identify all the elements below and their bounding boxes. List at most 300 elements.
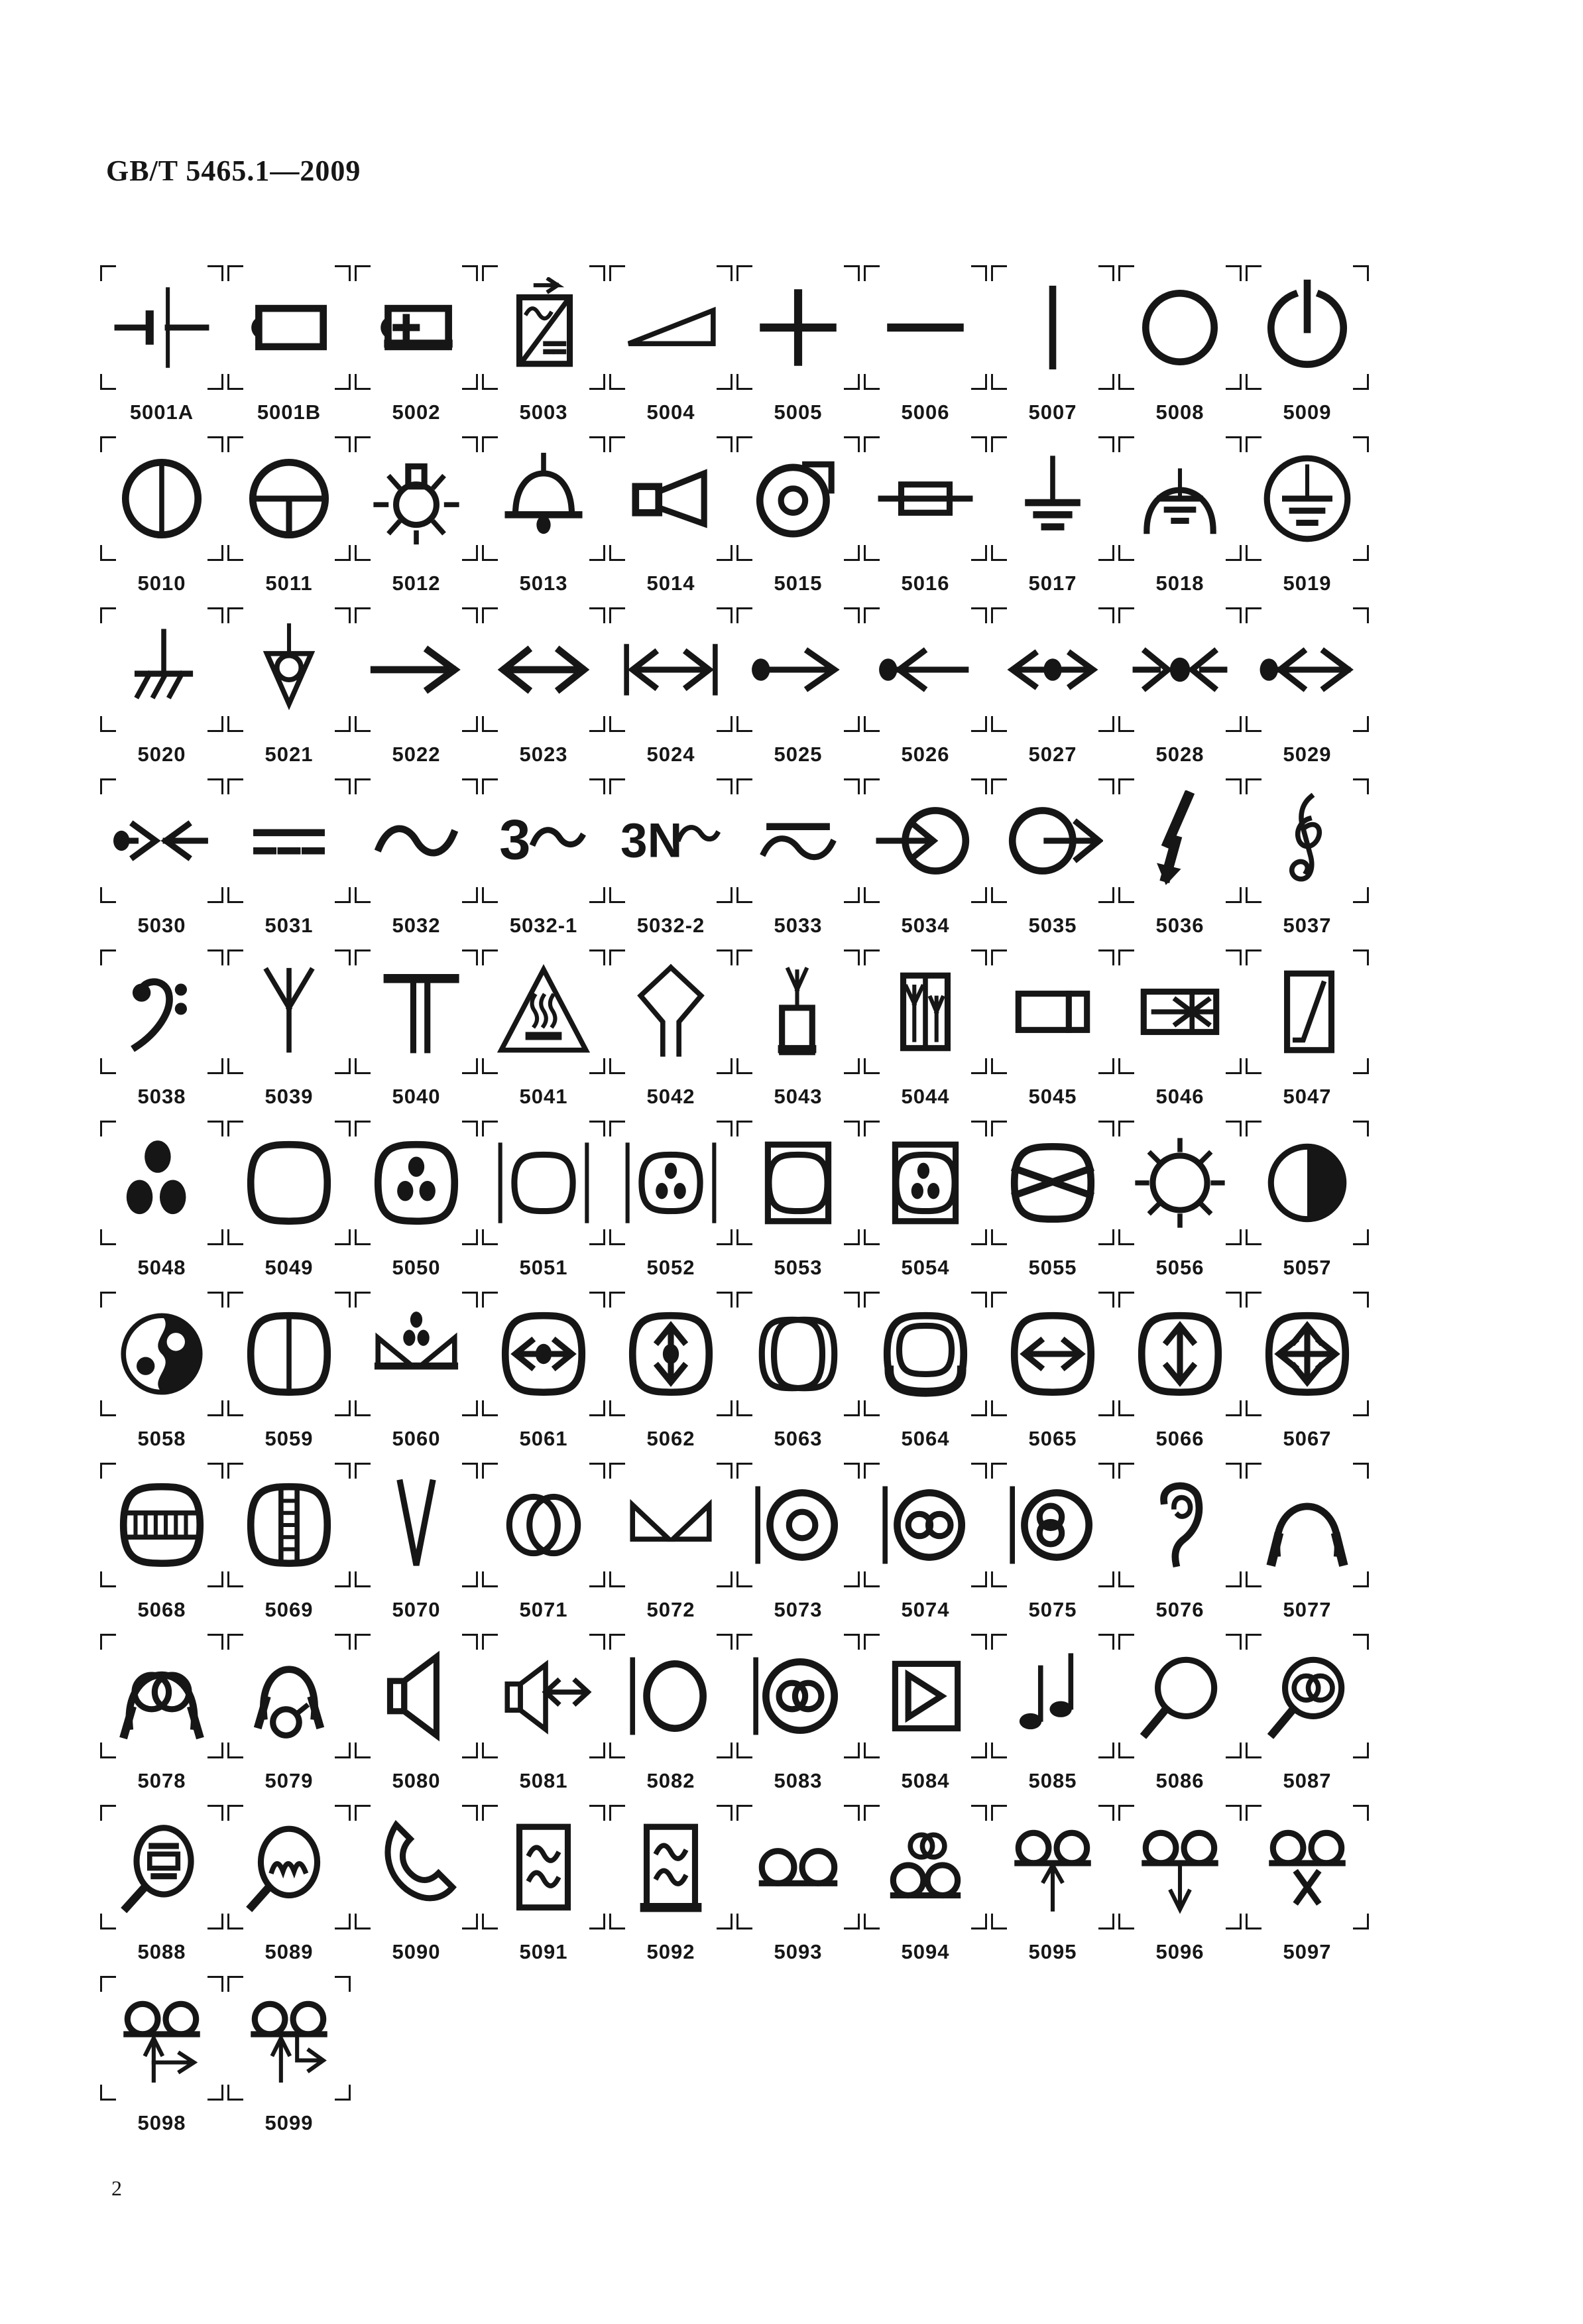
symbol-number: 5057 — [1283, 1256, 1332, 1279]
loudspeaker-arrow-icon — [482, 1634, 605, 1758]
symbol-cell-5017 — [989, 436, 1116, 599]
symbol-number: 5052 — [646, 1256, 695, 1279]
headphones-icon — [1246, 1463, 1369, 1587]
symbol-cell-5099 — [225, 1976, 353, 2139]
symbol-number: 5068 — [137, 1598, 186, 1621]
symbol-number: 5062 — [646, 1427, 695, 1450]
screen-v-arrow-icon — [1118, 1292, 1242, 1416]
symbol-number: 5032-1 — [509, 914, 578, 937]
tape-cassette-icon — [864, 1805, 987, 1929]
symbol-cell-5001B — [225, 265, 353, 428]
symbol-number: 5025 — [774, 743, 823, 766]
symbol-cell-5032-2 — [607, 778, 734, 942]
symbol-cell-5005 — [734, 265, 862, 428]
symbol-number: 5013 — [519, 572, 568, 595]
symbol-cell-5046 — [1116, 949, 1244, 1113]
symbol-cell-5014 — [607, 436, 734, 599]
symbol-cell-5012 — [353, 436, 480, 599]
symbol-number: 5038 — [137, 1085, 186, 1108]
headset-stereo-icon — [100, 1634, 223, 1758]
line-on-icon — [991, 265, 1114, 390]
symbol-number: 5078 — [137, 1769, 186, 1792]
microphone-icon — [609, 1634, 733, 1758]
color-saturation-icon — [100, 1292, 223, 1416]
svg-text:3: 3 — [499, 808, 531, 872]
symbol-cell-5021 — [225, 607, 353, 770]
symbol-cell-5007 — [989, 265, 1116, 428]
symbol-number: 5083 — [774, 1769, 823, 1792]
symbol-cell-5068 — [98, 1463, 225, 1626]
circle-off-icon — [1118, 265, 1242, 390]
symbol-number: 5036 — [1155, 914, 1204, 937]
symbol-cell-5043 — [734, 949, 862, 1113]
symbol-number: 5005 — [774, 400, 823, 424]
symbol-cell-5020 — [98, 607, 225, 770]
tuning-indicator-icon — [1118, 949, 1242, 1074]
contrast-icon — [1246, 1121, 1369, 1245]
antenna-icon — [227, 949, 351, 1074]
symbol-number: 5090 — [392, 1940, 441, 1963]
symbol-number: 5056 — [1155, 1256, 1204, 1279]
triangles-meet-icon — [609, 1463, 733, 1587]
symbol-cell-5004 — [607, 265, 734, 428]
screen-vline-icon — [227, 1292, 351, 1416]
symbol-number: 5053 — [774, 1256, 823, 1279]
symbol-number: 5051 — [519, 1256, 568, 1279]
screen-4way-icon — [1246, 1292, 1369, 1416]
symbol-cell-5025 — [734, 607, 862, 770]
dot-arrow-away-icon — [736, 607, 860, 732]
symbol-cell-5063 — [734, 1292, 862, 1455]
symbol-cell-5015 — [734, 436, 862, 599]
symbol-number: 5030 — [137, 914, 186, 937]
symbol-cell-5027 — [989, 607, 1116, 770]
symbol-cell-5071 — [480, 1463, 607, 1626]
symbol-cell-5032 — [353, 778, 480, 942]
symbol-number: 5009 — [1283, 400, 1332, 424]
symbol-number: 5015 — [774, 572, 823, 595]
symbol-number: 5021 — [264, 743, 314, 766]
dipole-icon — [609, 949, 733, 1074]
symbol-number: 5024 — [646, 743, 695, 766]
symbol-number: 5088 — [137, 1940, 186, 1963]
symbol-number: 5042 — [646, 1085, 695, 1108]
symbol-number: 5084 — [901, 1769, 950, 1792]
band-selector-icon — [991, 949, 1114, 1074]
symbol-cell-5087 — [1244, 1634, 1371, 1797]
symbol-number: 5077 — [1283, 1598, 1332, 1621]
symbol-number: 5061 — [519, 1427, 568, 1450]
symbol-number: 5093 — [774, 1940, 823, 1963]
arrows-into-dot-icon — [1118, 607, 1242, 732]
symbol-cell-5031 — [225, 778, 353, 942]
input-icon — [864, 778, 987, 903]
symbol-number: 5094 — [901, 1940, 950, 1963]
ac-dc-icon — [736, 778, 860, 903]
symbol-cell-5058 — [98, 1292, 225, 1455]
symbol-number: 5086 — [1155, 1769, 1204, 1792]
ac-3phase-neutral-icon — [609, 778, 733, 903]
bell-icon — [482, 436, 605, 561]
symbol-number: 5080 — [392, 1769, 441, 1792]
symbol-number: 5054 — [901, 1256, 950, 1279]
symbol-number: 5064 — [901, 1427, 950, 1450]
ac-dc-converter-icon — [482, 265, 605, 390]
symbol-number: 5032 — [392, 914, 441, 937]
symbol-number: 5014 — [646, 572, 695, 595]
screen-v-band-icon — [227, 1463, 351, 1587]
symbol-cell-5095 — [989, 1805, 1116, 1968]
symbol-number: 5074 — [901, 1598, 950, 1621]
arrow-both-limits-icon — [609, 607, 733, 732]
symbol-cell-5075 — [989, 1463, 1116, 1626]
symbol-cell-5018 — [1116, 436, 1244, 599]
symbol-number: 5011 — [265, 572, 313, 595]
symbol-number: 5046 — [1155, 1085, 1204, 1108]
symbol-cell-5010 — [98, 436, 225, 599]
symbol-number: 5096 — [1155, 1940, 1204, 1963]
symbol-cell-5062 — [607, 1292, 734, 1455]
earth-icon — [991, 436, 1114, 561]
symbol-number: 5065 — [1028, 1427, 1077, 1450]
symbol-number: 5048 — [137, 1256, 186, 1279]
screen-h-arrow-icon — [991, 1292, 1114, 1416]
protective-earth-icon — [1246, 436, 1369, 561]
symbol-number: 5047 — [1283, 1085, 1332, 1108]
symbol-number: 5016 — [901, 572, 950, 595]
battery-case-icon — [227, 265, 351, 390]
symbol-cell-5028 — [1116, 607, 1244, 770]
symbol-cell-5073 — [734, 1463, 862, 1626]
mono-icon — [736, 1463, 860, 1587]
symbol-number: 5002 — [392, 400, 441, 424]
binaural-icon — [991, 1463, 1114, 1587]
symbol-cell-5098 — [98, 1976, 225, 2139]
arrow-right-icon — [355, 607, 478, 732]
symbol-cell-5054 — [862, 1121, 989, 1284]
treble-clef-icon — [1246, 778, 1369, 903]
dc-icon — [227, 778, 351, 903]
symbol-cell-5048 — [98, 1121, 225, 1284]
symbol-cell-5076 — [1116, 1463, 1244, 1626]
standby-icon — [1246, 265, 1369, 390]
symbol-cell-5084 — [862, 1634, 989, 1797]
symbol-number: 5099 — [264, 2111, 314, 2134]
symbol-cell-5032-1 — [480, 778, 607, 942]
symbol-number: 5023 — [519, 743, 568, 766]
symbol-number: 5001A — [129, 400, 194, 424]
output-icon — [991, 778, 1114, 903]
symbol-number: 5027 — [1028, 743, 1077, 766]
symbol-number: 5089 — [264, 1940, 314, 1963]
magnifier-stereo-icon — [1246, 1634, 1369, 1758]
symbol-number: 5060 — [392, 1427, 441, 1450]
symbol-cell-5077 — [1244, 1463, 1371, 1626]
symbol-number: 5012 — [392, 572, 441, 595]
symbol-number: 5032-2 — [636, 914, 705, 937]
symbol-cell-5029 — [1244, 607, 1371, 770]
symbol-cell-5093 — [734, 1805, 862, 1968]
dots-triangle-icon — [100, 1121, 223, 1245]
ac-3phase-icon — [482, 778, 605, 903]
symbol-number: 5019 — [1283, 572, 1332, 595]
horn-icon — [609, 436, 733, 561]
symbol-cell-5082 — [607, 1634, 734, 1797]
frame-antenna-icon — [355, 949, 478, 1074]
symbol-cell-5022 — [353, 607, 480, 770]
ramp-icon — [609, 265, 733, 390]
symbol-cell-5019 — [1244, 436, 1371, 599]
filter-2-icon — [609, 1805, 733, 1929]
symbol-cell-5026 — [862, 607, 989, 770]
half-onoff-icon — [227, 436, 351, 561]
symbol-cell-5042 — [607, 949, 734, 1113]
symbol-number: 5095 — [1028, 1940, 1077, 1963]
symbol-number: 5067 — [1283, 1427, 1332, 1450]
headset-mic-icon — [227, 1634, 351, 1758]
brightness-icon — [1118, 1121, 1242, 1245]
play-frame-icon — [864, 1634, 987, 1758]
symbol-number: 5070 — [392, 1598, 441, 1621]
symbol-number: 5004 — [646, 400, 695, 424]
symbol-number: 5008 — [1155, 400, 1204, 424]
symbol-number: 5028 — [1155, 743, 1204, 766]
symbol-number: 5022 — [392, 743, 441, 766]
symbol-cell-5079 — [225, 1634, 353, 1797]
symbol-number: 5049 — [264, 1256, 314, 1279]
symbol-cell-5059 — [225, 1292, 353, 1455]
symbol-cell-5070 — [353, 1463, 480, 1626]
lamp-icon — [355, 436, 478, 561]
symbol-number: 5050 — [392, 1256, 441, 1279]
symbol-cell-5081 — [480, 1634, 607, 1797]
tape-x-icon — [1246, 1805, 1369, 1929]
symbol-cell-5091 — [480, 1805, 607, 1968]
symbol-cell-5044 — [862, 949, 989, 1113]
symbol-cell-5074 — [862, 1463, 989, 1626]
symbol-cell-5086 — [1116, 1634, 1244, 1797]
symbol-cell-5024 — [607, 607, 734, 770]
symbol-cell-5078 — [98, 1634, 225, 1797]
symbol-cell-5047 — [1244, 949, 1371, 1113]
tv-icon — [736, 1121, 860, 1245]
screens-overlap-v-icon — [864, 1292, 987, 1416]
symbol-cell-5096 — [1116, 1805, 1244, 1968]
symbol-cell-5011 — [225, 436, 353, 599]
tape-icon — [736, 1805, 860, 1929]
ac-icon — [355, 778, 478, 903]
equipotentiality-icon — [227, 607, 351, 732]
symbol-cell-5037 — [1244, 778, 1371, 942]
screen-dots-icon — [355, 1121, 478, 1245]
screen-h-arrow-dot-icon — [482, 1292, 605, 1416]
symbol-number: 5072 — [646, 1598, 695, 1621]
symbol-cell-5009 — [1244, 265, 1371, 428]
symbol-number: 5026 — [901, 743, 950, 766]
symbol-number: 5043 — [774, 1085, 823, 1108]
symbol-number: 5029 — [1283, 743, 1332, 766]
symbol-number: 5031 — [264, 914, 314, 937]
slope-box-icon — [1246, 949, 1369, 1074]
symbol-cell-5069 — [225, 1463, 353, 1626]
fuse-icon — [864, 436, 987, 561]
symbol-cell-5097 — [1244, 1805, 1371, 1968]
screen-v-arrow-dot-icon — [609, 1292, 733, 1416]
symbol-cell-5094 — [862, 1805, 989, 1968]
symbol-cell-5089 — [225, 1805, 353, 1968]
symbol-number: 5069 — [264, 1598, 314, 1621]
symbol-cell-5072 — [607, 1463, 734, 1626]
symbol-number: 5045 — [1028, 1085, 1077, 1108]
v-shape-icon — [355, 1463, 478, 1587]
magnifier-wave-icon — [227, 1805, 351, 1929]
symbol-number: 5075 — [1028, 1598, 1077, 1621]
screen-h-band-icon — [100, 1463, 223, 1587]
siren-icon — [736, 436, 860, 561]
symbol-cell-5064 — [862, 1292, 989, 1455]
hot-surface-icon — [482, 949, 605, 1074]
screens-overlap-h-icon — [736, 1292, 860, 1416]
symbol-number: 5076 — [1155, 1598, 1204, 1621]
tape-arrow-up-icon — [991, 1805, 1114, 1929]
symbol-number: 5059 — [264, 1427, 314, 1450]
dangerous-voltage-icon — [1118, 778, 1242, 903]
symbol-cell-5006 — [862, 265, 989, 428]
symbol-cell-5016 — [862, 436, 989, 599]
symbol-number: 5041 — [519, 1085, 568, 1108]
symbol-number: 5055 — [1028, 1256, 1077, 1279]
symbol-number: 5058 — [137, 1427, 186, 1450]
symbol-number: 5085 — [1028, 1769, 1077, 1792]
symbol-number: 5001B — [257, 400, 322, 424]
symbol-number: 5087 — [1283, 1769, 1332, 1792]
symbol-cell-5036 — [1116, 778, 1244, 942]
symbol-number: 5091 — [519, 1940, 568, 1963]
plus-icon — [736, 265, 860, 390]
ear-icon — [1118, 1463, 1242, 1587]
svg-text:3N: 3N — [620, 814, 683, 868]
symbol-cell-5090 — [353, 1805, 480, 1968]
symbol-number: 5003 — [519, 400, 568, 424]
symbol-cell-5083 — [734, 1634, 862, 1797]
symbol-cell-5051 — [480, 1121, 607, 1284]
minus-icon — [864, 265, 987, 390]
dot-arrow-toward-icon — [864, 607, 987, 732]
symbol-cell-5039 — [225, 949, 353, 1113]
screen-icon — [227, 1121, 351, 1245]
screen-dots-bars-icon — [609, 1121, 733, 1245]
arrows-out-of-dot-icon — [991, 607, 1114, 732]
symbol-cell-5023 — [480, 607, 607, 770]
symbol-cell-5008 — [1116, 265, 1244, 428]
cutter-dots-icon — [355, 1292, 478, 1416]
symbol-number: 5073 — [774, 1598, 823, 1621]
symbol-cell-5061 — [480, 1292, 607, 1455]
symbol-number: 5082 — [646, 1769, 695, 1792]
arrow-both-icon — [482, 607, 605, 732]
push-onoff-icon — [100, 436, 223, 561]
symbol-cell-5080 — [353, 1634, 480, 1797]
page-number: 2 — [111, 2176, 122, 2200]
antenna-selector-icon — [864, 949, 987, 1074]
battery-cell-icon — [100, 265, 223, 390]
stereo-icon — [864, 1463, 987, 1587]
symbol-number: 5035 — [1028, 914, 1077, 937]
symbol-number: 5079 — [264, 1769, 314, 1792]
tape-arrow-down-icon — [1118, 1805, 1242, 1929]
symbol-number: 5018 — [1155, 572, 1204, 595]
symbol-cell-5045 — [989, 949, 1116, 1113]
dot-arrow-both-icon — [1246, 607, 1369, 732]
circles-overlap-icon — [482, 1463, 605, 1587]
symbol-cell-5001A — [98, 265, 225, 428]
loudspeaker-icon — [355, 1634, 478, 1758]
symbol-cell-5053 — [734, 1121, 862, 1284]
symbol-number: 5010 — [137, 572, 186, 595]
symbol-cell-5060 — [353, 1292, 480, 1455]
symbol-cell-5003 — [480, 265, 607, 428]
symbol-number: 5017 — [1028, 572, 1077, 595]
filter-icon — [482, 1805, 605, 1929]
noiseless-earth-icon — [1118, 436, 1242, 561]
symbol-cell-5085 — [989, 1634, 1116, 1797]
symbol-cell-5002 — [353, 265, 480, 428]
symbol-number: 5081 — [519, 1769, 568, 1792]
symbol-cell-5049 — [225, 1121, 353, 1284]
symbol-cell-5088 — [98, 1805, 225, 1968]
symbol-number: 5039 — [264, 1085, 314, 1108]
symbol-number: 5007 — [1028, 400, 1077, 424]
telephone-handset-icon — [355, 1805, 478, 1929]
frame-ground-icon — [100, 607, 223, 732]
symbol-cell-5038 — [98, 949, 225, 1113]
symbol-number: 5037 — [1283, 914, 1332, 937]
tape-arrow-up-right-icon — [100, 1976, 223, 2101]
symbol-number: 5063 — [774, 1427, 823, 1450]
symbol-cell-5030 — [98, 778, 225, 942]
symbol-cell-5056 — [1116, 1121, 1244, 1284]
symbol-cell-5092 — [607, 1805, 734, 1968]
symbol-number: 5033 — [774, 914, 823, 937]
symbol-cell-5033 — [734, 778, 862, 942]
screen-bars-icon — [482, 1121, 605, 1245]
symbol-cell-5035 — [989, 778, 1116, 942]
symbol-cell-5040 — [353, 949, 480, 1113]
symbol-number: 5020 — [137, 743, 186, 766]
battery-plus-icon — [355, 265, 478, 390]
symbol-number: 5092 — [646, 1940, 695, 1963]
symbol-cell-5067 — [1244, 1292, 1371, 1455]
bass-clef-icon — [100, 949, 223, 1074]
tape-arrow-bend-right-icon — [227, 1976, 351, 2101]
symbol-grid — [98, 265, 1378, 2147]
symbol-number: 5071 — [519, 1598, 568, 1621]
symbol-cell-5050 — [353, 1121, 480, 1284]
arrows-meet-dot-icon — [100, 778, 223, 903]
symbol-number: 5098 — [137, 2111, 186, 2134]
symbol-cell-5041 — [480, 949, 607, 1113]
magnifier-tuner-icon — [100, 1805, 223, 1929]
stereo-mic-icon — [736, 1634, 860, 1758]
magnifier-icon — [1118, 1634, 1242, 1758]
symbol-number: 5040 — [392, 1085, 441, 1108]
portable-receiver-icon — [736, 949, 860, 1074]
symbol-cell-5013 — [480, 436, 607, 599]
symbol-cell-5034 — [862, 778, 989, 942]
symbol-number: 5097 — [1283, 1940, 1332, 1963]
standard-code-header: GB/T 5465.1—2009 — [106, 154, 361, 187]
tv-dots-icon — [864, 1121, 987, 1245]
